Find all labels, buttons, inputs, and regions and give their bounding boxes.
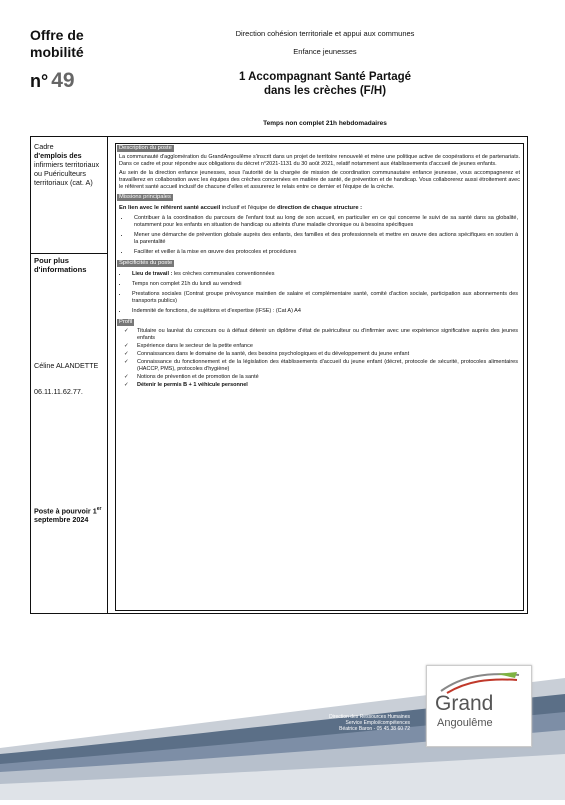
logo-main-text: Grand	[435, 692, 494, 715]
missions-intro: En lien avec le référent santé accueil inclusif et l'équipe de direction de chaque structure :	[119, 205, 363, 211]
logo-sub-text: Angoulême	[437, 717, 493, 729]
list-item: • Temps non complet 21h du lundi au vendredi	[128, 281, 518, 288]
list-item: ✓ Connaissance du fonctionnement et de la législation des établissements d'accueil du jeune enfant (décret, protocole de sécurité, protocoles alimentaires (HACCP, PMS), protocoles d'hygiène)	[124, 359, 518, 373]
info-label: Pour plus d'informations	[34, 256, 87, 274]
job-title: 1 Accompagnant Santé Partagé dans les crèches (F/H)	[238, 71, 412, 97]
grand-angouleme-logo	[426, 665, 532, 747]
start-date: Poste à pourvoir 1er septembre 2024	[34, 506, 102, 525]
list-item: • Mener une démarche de prévention globale auprès des enfants, des familles et des professionnels et mettre en œuvre des actions spécifiques en soutien à la parentalité	[130, 232, 518, 246]
list-item: • Contribuer à la coordination du parcours de l'enfant tout au long de son accueil, en particulier en ce qui concerne le suivi de sa santé dans sa globalité, notamment pour les enfants en situation de handicap ou atteints d'une maladie chronique ou à besoins spécifiques	[130, 215, 518, 229]
footer-contact: Direction des Ressources Humaines Service Emploi/compétences Béatrice Baron - 05 45 38 60 72	[329, 714, 410, 732]
sidebar-divider	[31, 253, 108, 254]
contact-name: Céline ALANDETTE	[34, 361, 99, 370]
list-item: ✓ Connaissances dans le domaine de la santé, des besoins psychologiques et du développement du jeune enfant	[124, 351, 518, 358]
description-p1: La communauté d'agglomération du GrandAngoulême s'inscrit dans un projet de territoire renouvelé et mène une politique active de coopérations et de partenariats. Dans ce cadre et pour répondre aux obligations du décret n°2021-1131 du 30 août 2021, relatif notamment aux établissements d'accueil de jeunes enfants.	[119, 154, 520, 167]
service-label: Enfance jeunesses	[293, 47, 357, 56]
offer-frame	[30, 136, 528, 614]
contact-phone: 06.11.11.62.77.	[34, 387, 83, 396]
cadre-block: Cadre d'emplois des infirmiers territoriaux ou Puériculteurs territoriaux (cat. A)	[34, 142, 100, 187]
list-item: • Faciliter et veiller à la mise en œuvre des protocoles et procédures	[130, 249, 518, 256]
list-item: • Indemnité de fonctions, de sujétions et d'expertise (IFSE) : (Cat A) A4	[128, 308, 518, 315]
profil-heading: Profil	[119, 319, 133, 325]
list-item: ✓ Détenir le permis B + 1 véhicule personnel	[124, 382, 518, 389]
missions-list	[130, 215, 518, 256]
list-item: ✓ Notions de prévention et de promotion de la santé	[124, 374, 518, 381]
work-time: Temps non complet 21h hebdomadaires	[263, 120, 387, 127]
list-item: • Prestations sociales (Contrat groupe prévoyance maintien de salaire et complémentaire santé, comité d'action sociale, participation aux abonnements des transports publics)	[128, 291, 518, 305]
list-item: • Lieu de travail : les crèches communales conventionnées	[128, 271, 518, 278]
offer-number: n° 49	[30, 69, 75, 92]
offer-block	[30, 27, 130, 93]
missions-heading: Missions principales	[119, 194, 171, 200]
description-heading: Description du poste	[119, 145, 172, 151]
offer-line1: Offre de	[30, 27, 84, 43]
sidebar	[31, 137, 108, 613]
main-content	[115, 143, 524, 611]
specificites-heading: Spécificités du poste	[119, 260, 173, 266]
specificites-list	[128, 271, 518, 315]
description-p2: Au sein de la direction enfance jeunesses, sous l'autorité de la chargée de mission de coordination communautaire enfance jeunesse, vous accompagnerez et travaillerez en collaboration avec les équipes des crèches concernées en matière de santé, de prévention et de handicap. Vous collaborerez aussi étroitement avec le référent santé accueil inclusif de chacune d'elles et assurerez le relais entre ce dernier et l'équipe de la crèche.	[119, 170, 520, 190]
offer-line2: mobilité	[30, 44, 84, 60]
list-item: ✓ Titulaire ou lauréat du concours ou à défaut détenir un diplôme d'état de puériculteur ou d'infirmier avec une expérience significative auprès des jeunes enfants	[124, 328, 518, 342]
direction-label: Direction cohésion territoriale et appui aux communes	[235, 29, 415, 38]
list-item: ✓ Expérience dans le secteur de la petite enfance	[124, 343, 518, 350]
profil-list	[124, 328, 518, 389]
